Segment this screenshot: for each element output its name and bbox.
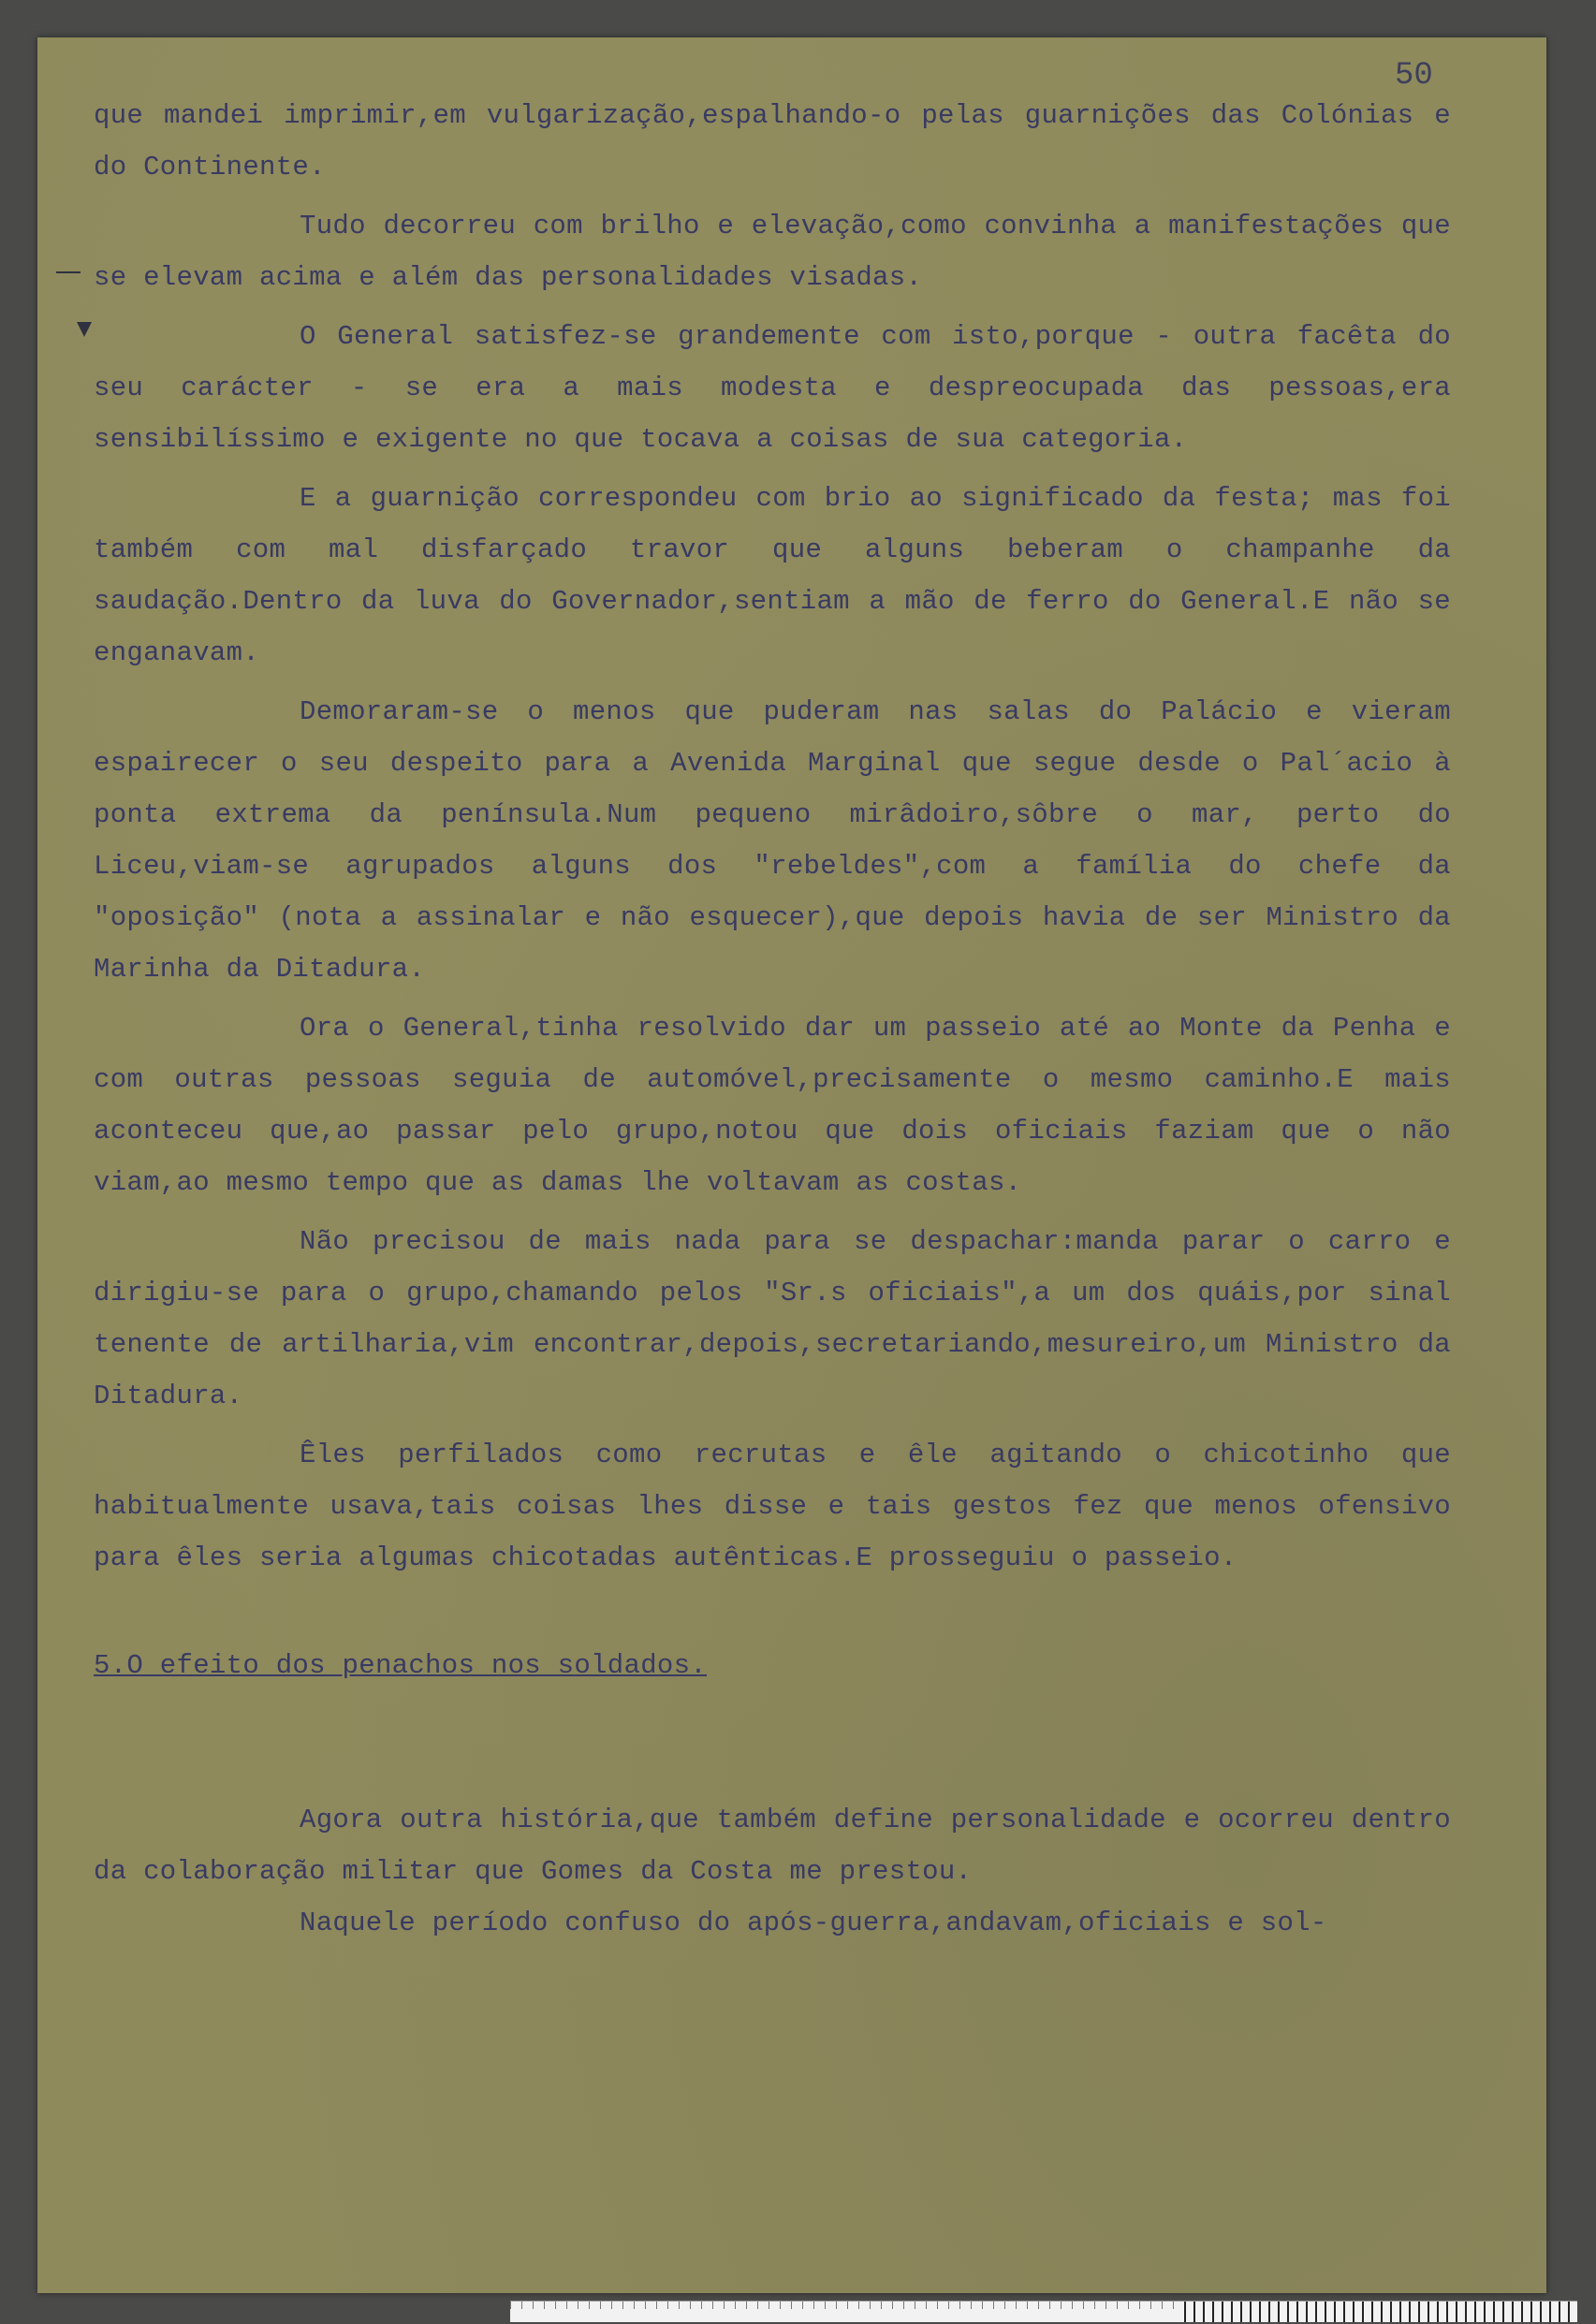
paragraph-9: Agora outra história,que também define personalidade e ocorreu dentro da colaboração militar que Gomes da Costa me prestou. xyxy=(94,1805,1451,1887)
paragraph-8: Êles perfilados como recrutas e êle agitando o chicotinho que habitualmente usava,tais coisas lhes disse e tais gestos fez que menos ofensivo para êles seria algumas chicotadas autênticas.E prosseguiu o passeio. xyxy=(94,1440,1451,1573)
margin-mark xyxy=(56,271,81,273)
paragraph-2: Tudo decorreu com brilho e elevação,como convinha a manifestações que se elevam acima e além das personalidades visadas. xyxy=(94,211,1451,293)
paragraph-5: Demoraram-se o menos que puderam nas salas do Palácio e vieram espairecer o seu despeito para a Avenida Marginal que segue desde o Pal´acio à ponta extrema da península.Num pequeno mirâdoiro,sôbre o mar, perto do Liceu,viam-se agrupados alguns dos "rebeldes",com a família do chefe da "oposição" (nota a assinalar e não esquecer),que depois havia de ser Ministro da Marinha da Ditadura. xyxy=(94,696,1451,985)
typed-body xyxy=(94,90,1451,1949)
paragraph-6: Ora o General,tinha resolvido dar um passeio até ao Monte da Penha e com outras pessoas seguia de automóvel,precisamente o mesmo caminho.E mais aconteceu que,ao passar pelo grupo,notou que dois oficiais faziam que o não viam,ao mesmo tempo que as damas lhe voltavam as costas. xyxy=(94,1013,1451,1198)
ruler-scale xyxy=(1184,2302,1577,2322)
paragraph-3: O General satisfez-se grandemente com isto,porque - outra facêta do seu carácter - se era a mais modesta e despreocupada das pessoas,era sensibilíssimo e exigente no que tocava a coisas de sua categoria. xyxy=(94,321,1451,455)
page-number: 50 xyxy=(1395,58,1433,94)
scan-ruler xyxy=(510,2301,1577,2322)
ruler-ticks xyxy=(510,2302,1184,2309)
paragraph-10: Naquele período confuso do após-guerra,andavam,oficiais e sol- xyxy=(300,1907,1327,1938)
paragraph-1: que mandei imprimir,em vulgarização,espalhando-o pelas guarnições das Colónias e do Continente. xyxy=(94,100,1451,183)
paragraph-4: E a guarnição correspondeu com brio ao significado da festa; mas foi também com mal disfarçado travor que alguns beberam o champanhe da saudação.Dentro da luva do Governador,sentiam a mão de ferro do General.E não se enganavam. xyxy=(94,483,1451,668)
paragraph-7: Não precisou de mais nada para se despachar:manda parar o carro e dirigiu-se para o grupo,chamando pelos "Sr.s oficiais",a um dos quáis,por sinal tenente de artilharia,vim encontrar,depois,secretariando,mesureiro,um Ministro da Ditadura. xyxy=(94,1226,1451,1411)
margin-arrow-mark xyxy=(77,322,92,337)
section-heading: 5.O efeito dos penachos nos soldados. xyxy=(94,1650,708,1681)
